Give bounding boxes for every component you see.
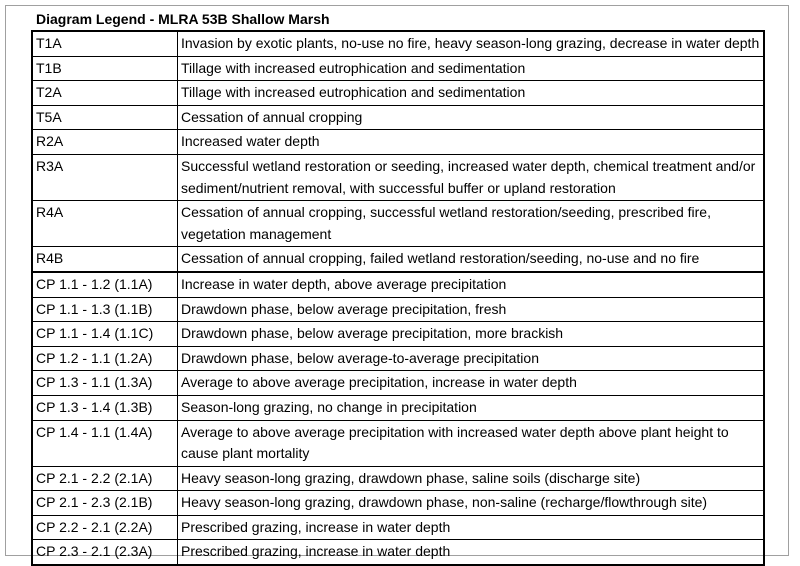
- table-row: [32, 272, 764, 297]
- transition-code: T5A: [32, 105, 178, 130]
- transition-description: Average to above average precipitation with increased water depth above plant height to cause plant mortality: [178, 420, 765, 466]
- transition-code: R2A: [32, 130, 178, 155]
- table-row: [32, 322, 764, 347]
- table-row: [32, 395, 764, 420]
- table-row: [32, 297, 764, 322]
- legend-title: Diagram Legend - MLRA 53B Shallow Marsh: [36, 11, 330, 27]
- table-row: [32, 346, 764, 371]
- transition-description: Increase in water depth, above average precipitation: [178, 272, 765, 297]
- table-row: [32, 81, 764, 106]
- transition-description: Drawdown phase, below average-to-average precipitation: [178, 346, 765, 371]
- transition-code: T1A: [32, 31, 178, 56]
- legend-table: [31, 30, 765, 566]
- table-row: [32, 491, 764, 516]
- table-row: [32, 466, 764, 491]
- transition-description: Cessation of annual cropping: [178, 105, 765, 130]
- transition-description: Cessation of annual cropping, failed wetland restoration/seeding, no-use and no fire: [178, 247, 765, 272]
- table-row: [32, 56, 764, 81]
- transition-description: Tillage with increased eutrophication and sedimentation: [178, 56, 765, 81]
- table-row: [32, 247, 764, 272]
- transition-code: CP 2.2 - 2.1 (2.2A): [32, 515, 178, 540]
- transition-description: Heavy season-long grazing, drawdown phase, non-saline (recharge/flowthrough site): [178, 491, 765, 516]
- transition-description: Season-long grazing, no change in precipitation: [178, 395, 765, 420]
- table-row: [32, 420, 764, 466]
- transition-code: CP 2.3 - 2.1 (2.3A): [32, 540, 178, 565]
- transition-code: R3A: [32, 154, 178, 200]
- table-row: [32, 31, 764, 56]
- transition-code: CP 1.3 - 1.4 (1.3B): [32, 395, 178, 420]
- transition-code: T2A: [32, 81, 178, 106]
- transition-description: Average to above average precipitation, increase in water depth: [178, 371, 765, 396]
- transition-code: T1B: [32, 56, 178, 81]
- transition-description: Invasion by exotic plants, no-use no fire, heavy season-long grazing, decrease in water depth: [178, 31, 765, 56]
- transition-code: CP 2.1 - 2.3 (2.1B): [32, 491, 178, 516]
- table-row: [32, 540, 764, 565]
- table-row: [32, 130, 764, 155]
- transition-code: R4A: [32, 201, 178, 247]
- table-row: [32, 105, 764, 130]
- transition-description: Increased water depth: [178, 130, 765, 155]
- transition-code: CP 1.1 - 1.3 (1.1B): [32, 297, 178, 322]
- transition-code: CP 1.1 - 1.2 (1.1A): [32, 272, 178, 297]
- transition-description: Prescribed grazing, increase in water depth: [178, 540, 765, 565]
- transition-description: Prescribed grazing, increase in water depth: [178, 515, 765, 540]
- transition-description: Drawdown phase, below average precipitation, more brackish: [178, 322, 765, 347]
- transition-code: CP 1.4 - 1.1 (1.4A): [32, 420, 178, 466]
- transition-code: CP 2.1 - 2.2 (2.1A): [32, 466, 178, 491]
- table-row: [32, 201, 764, 247]
- table-row: [32, 154, 764, 200]
- transition-description: Cessation of annual cropping, successful wetland restoration/seeding, prescribed fire, vegetation management: [178, 201, 765, 247]
- transition-code: CP 1.2 - 1.1 (1.2A): [32, 346, 178, 371]
- transition-description: Tillage with increased eutrophication and sedimentation: [178, 81, 765, 106]
- transition-description: Successful wetland restoration or seeding, increased water depth, chemical treatment and/or sediment/nutrient removal, with successful buffer or upland restoration: [178, 154, 765, 200]
- transition-description: Drawdown phase, below average precipitation, fresh: [178, 297, 765, 322]
- transition-description: Heavy season-long grazing, drawdown phase, saline soils (discharge site): [178, 466, 765, 491]
- table-row: [32, 515, 764, 540]
- transition-code: CP 1.3 - 1.1 (1.3A): [32, 371, 178, 396]
- transition-code: R4B: [32, 247, 178, 272]
- table-row: [32, 371, 764, 396]
- transition-code: CP 1.1 - 1.4 (1.1C): [32, 322, 178, 347]
